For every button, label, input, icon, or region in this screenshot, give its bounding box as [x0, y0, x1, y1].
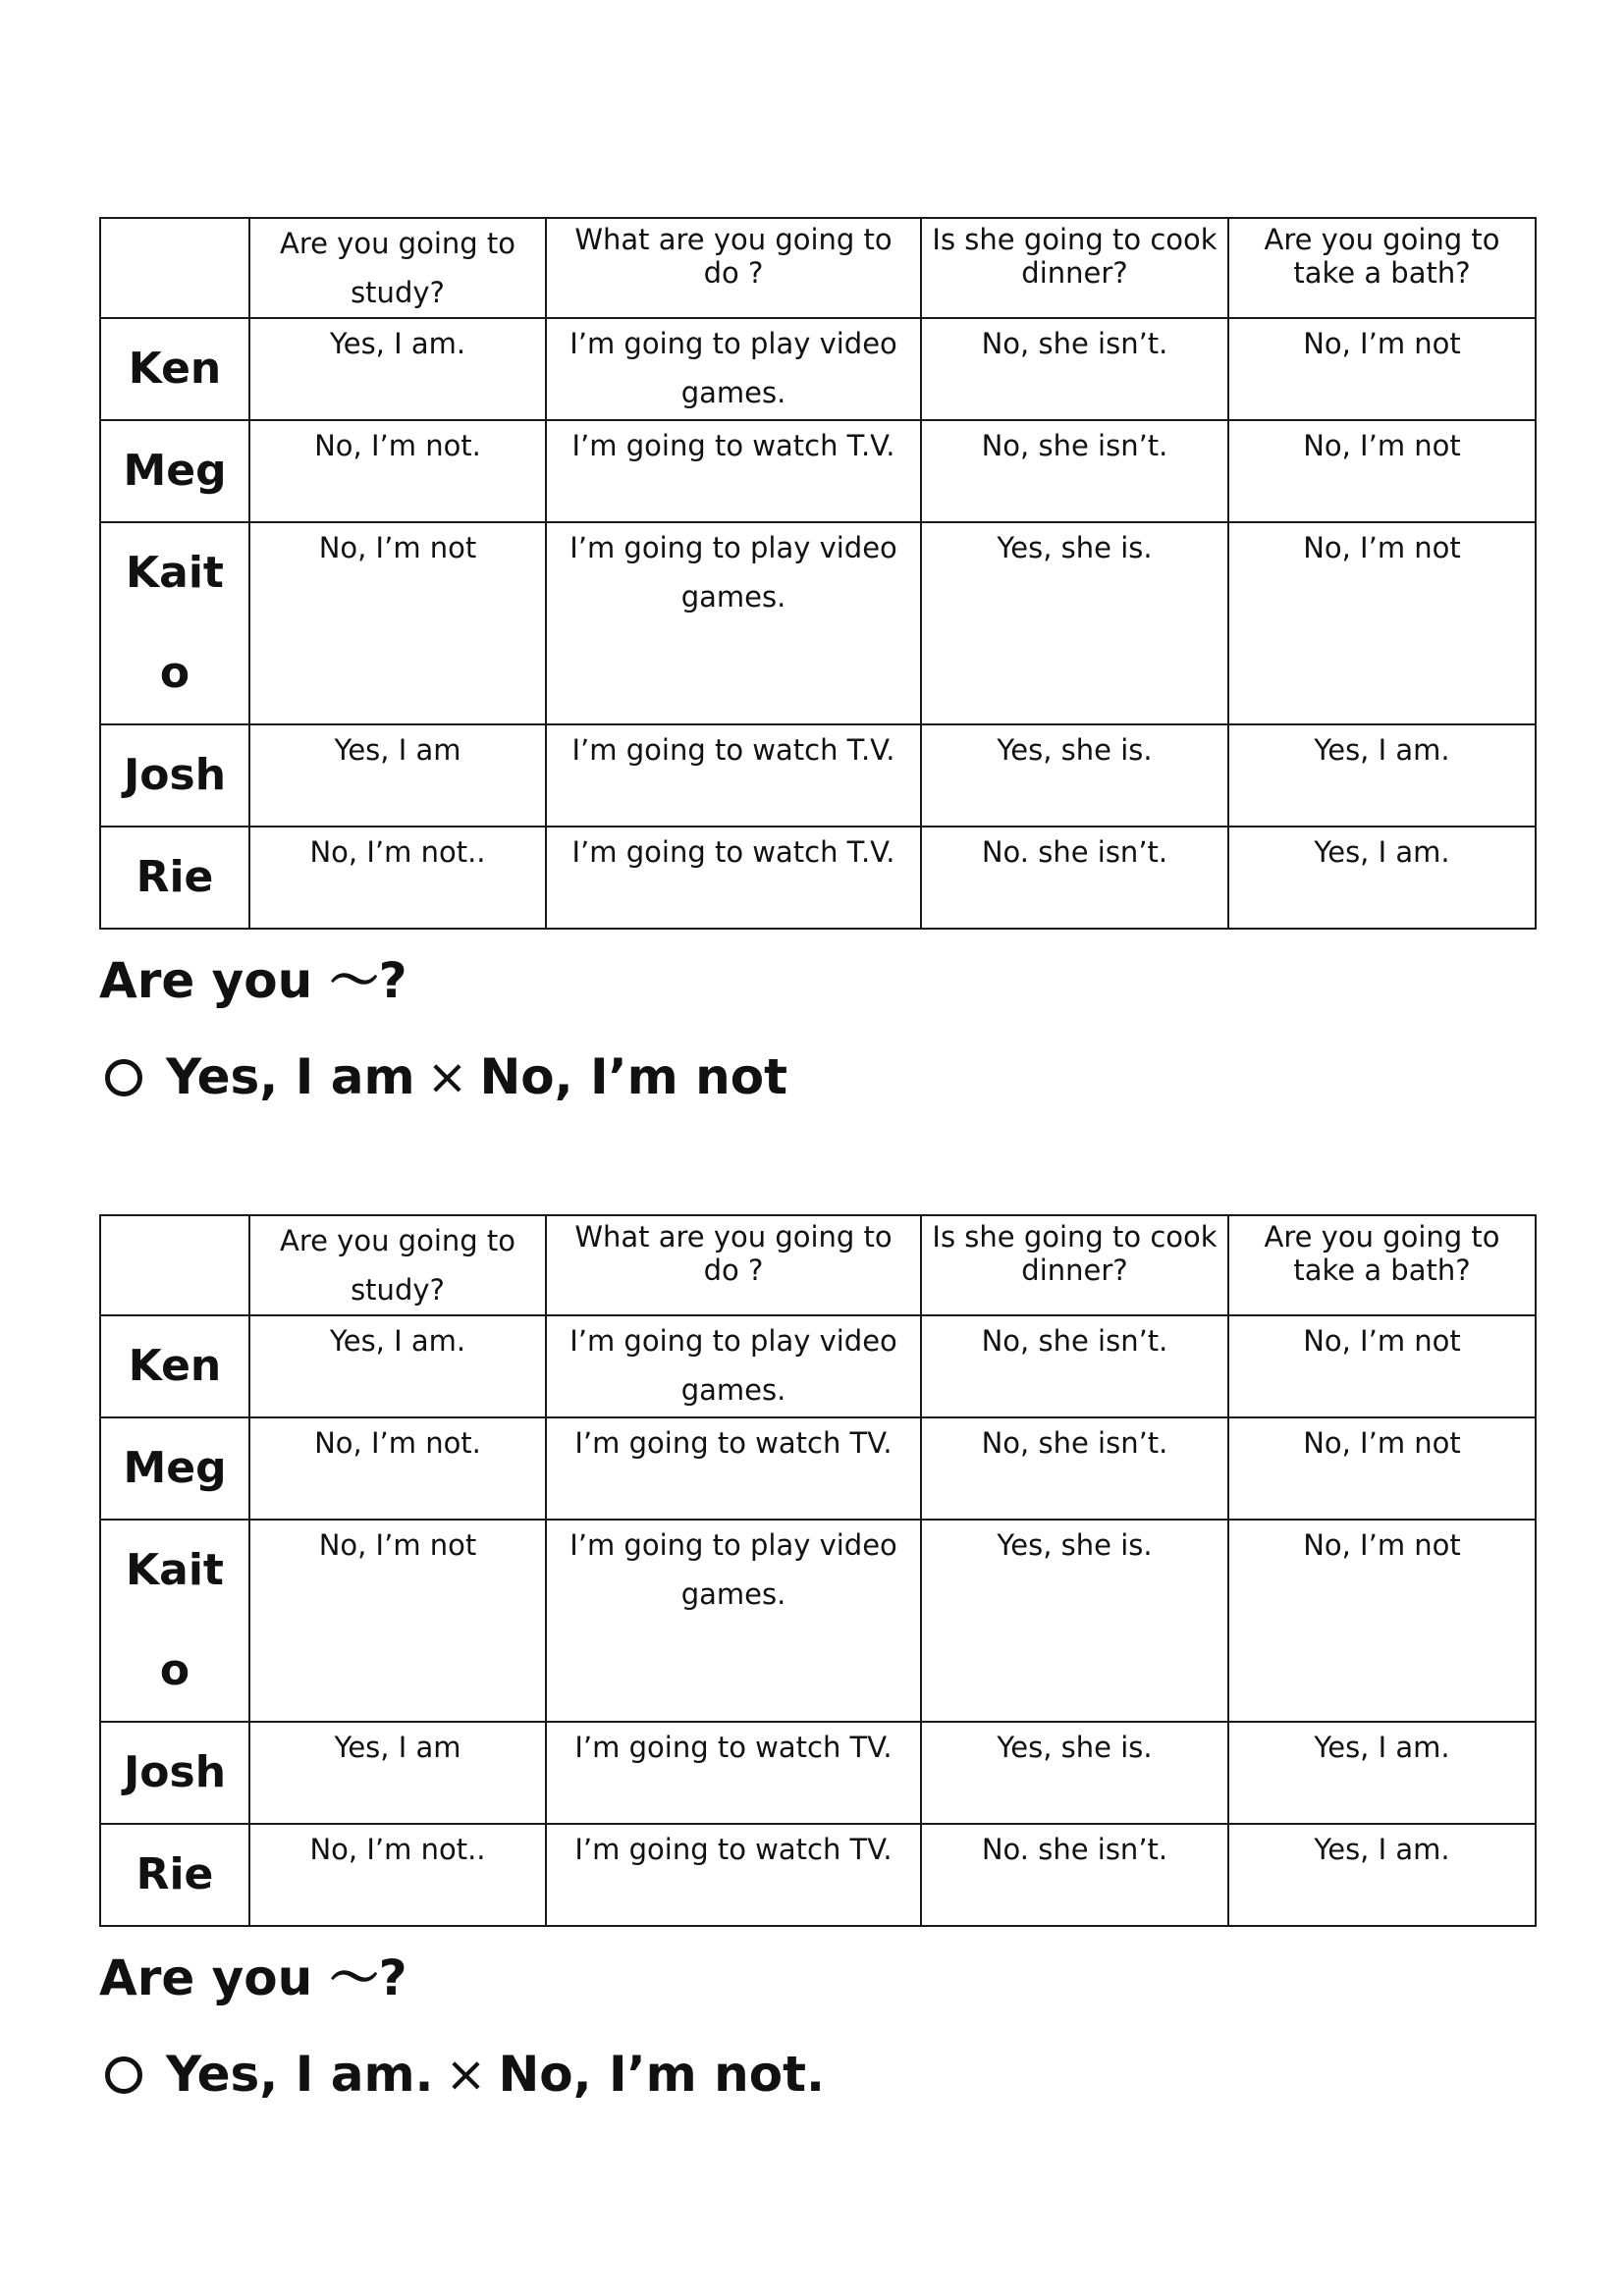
table-row	[100, 1824, 1536, 1926]
row-name: Josh	[100, 724, 249, 827]
header-row	[100, 1215, 1536, 1315]
header-cook-dinner: Is she going to cook dinner?	[921, 218, 1228, 318]
answer-cell: No, she isn’t.	[921, 420, 1228, 522]
answer-cell: Yes, I am.	[249, 1315, 546, 1417]
header-row	[100, 218, 1536, 318]
row-name: Ken	[100, 318, 249, 420]
answer-cell: I’m going to watch TV.	[546, 1824, 921, 1926]
table-row	[100, 318, 1536, 420]
answer-cell: I’m going to play video games.	[546, 318, 921, 420]
row-name: Kait o	[100, 522, 249, 724]
table-row	[100, 522, 1536, 724]
row-name: Rie	[100, 1824, 249, 1926]
answer-cell: I’m going to play video games.	[546, 522, 921, 724]
answer-cell: Yes, I am	[249, 1722, 546, 1824]
answer-cell: No, she isn’t.	[921, 318, 1228, 420]
answer-cell: Yes, she is.	[921, 1722, 1228, 1824]
row-name: Rie	[100, 827, 249, 929]
note-no: No, I’m not	[479, 1048, 788, 1105]
table-row	[100, 1315, 1536, 1417]
answer-cell: I’m going to play video games.	[546, 1520, 921, 1722]
table-row	[100, 827, 1536, 929]
note-question: Are you ～?	[99, 1949, 407, 2006]
header-take-bath: Are you going to take a bath?	[1228, 218, 1536, 318]
circle-icon	[105, 2056, 142, 2094]
row-name: Meg	[100, 1417, 249, 1520]
answer-cell: Yes, I am.	[1228, 827, 1536, 929]
note-answers	[99, 2045, 1535, 2104]
header-cell-empty	[100, 1215, 249, 1315]
answer-cell: No, I’m not..	[249, 827, 546, 929]
answer-cell: No. she isn’t.	[921, 827, 1228, 929]
answer-cell: No, she isn’t.	[921, 1417, 1228, 1520]
note-yes: Yes, I am	[166, 1048, 415, 1105]
answer-cell: I’m going to watch T.V.	[546, 420, 921, 522]
table-row	[100, 1417, 1536, 1520]
answer-cell: No, I’m not.	[249, 420, 546, 522]
answer-cell: Yes, I am.	[1228, 1722, 1536, 1824]
cross-icon: ×	[445, 2046, 487, 2103]
answer-cell: Yes, she is.	[921, 724, 1228, 827]
answer-cell: No, I’m not	[1228, 420, 1536, 522]
answer-cell: No. she isn’t.	[921, 1824, 1228, 1926]
note-yes: Yes, I am.	[166, 2046, 434, 2103]
answer-cell: Yes, I am	[249, 724, 546, 827]
answer-cell: No, I’m not	[249, 522, 546, 724]
table-row	[100, 420, 1536, 522]
answer-cell: Yes, I am.	[1228, 724, 1536, 827]
answer-cell: I’m going to watch TV.	[546, 1417, 921, 1520]
header-study: Are you going to study?	[249, 1215, 546, 1315]
answer-cell: No, I’m not.	[249, 1417, 546, 1520]
note-no: No, I’m not.	[498, 2046, 825, 2103]
header-cook-dinner: Is she going to cook dinner?	[921, 1215, 1228, 1315]
row-name: Ken	[100, 1315, 249, 1417]
answer-cell: Yes, she is.	[921, 1520, 1228, 1722]
circle-icon	[105, 1059, 142, 1096]
answer-cell: No, I’m not	[249, 1520, 546, 1722]
answer-table-1	[99, 217, 1537, 930]
answer-cell: Yes, I am.	[249, 318, 546, 420]
answer-cell: Yes, I am.	[1228, 1824, 1536, 1926]
answer-cell: I’m going to watch T.V.	[546, 724, 921, 827]
header-cell-empty	[100, 218, 249, 318]
answer-cell: I’m going to watch T.V.	[546, 827, 921, 929]
table-row	[100, 1520, 1536, 1722]
table-row	[100, 724, 1536, 827]
answer-cell: No, I’m not	[1228, 522, 1536, 724]
note-question: Are you ～?	[99, 952, 407, 1009]
header-study: Are you going to study?	[249, 218, 546, 318]
row-name: Kait o	[100, 1520, 249, 1722]
header-take-bath: Are you going to take a bath?	[1228, 1215, 1536, 1315]
table-row	[100, 1722, 1536, 1824]
answer-cell: No, she isn’t.	[921, 1315, 1228, 1417]
answer-cell: No, I’m not	[1228, 318, 1536, 420]
worksheet-block-1	[99, 217, 1535, 1106]
row-name: Meg	[100, 420, 249, 522]
answer-cell: No, I’m not	[1228, 1417, 1536, 1520]
answer-cell: No, I’m not..	[249, 1824, 546, 1926]
answer-cell: Yes, she is.	[921, 522, 1228, 724]
answer-cell: No, I’m not	[1228, 1315, 1536, 1417]
answer-cell: No, I’m not	[1228, 1520, 1536, 1722]
header-what-do: What are you going to do ?	[546, 1215, 921, 1315]
header-what-do: What are you going to do ?	[546, 218, 921, 318]
cross-icon: ×	[426, 1048, 468, 1105]
answer-cell: I’m going to watch TV.	[546, 1722, 921, 1824]
answer-cell: I’m going to play video games.	[546, 1315, 921, 1417]
note-answers	[99, 1047, 1535, 1106]
answer-table-2	[99, 1214, 1537, 1927]
worksheet-block-2	[99, 1214, 1535, 2104]
row-name: Josh	[100, 1722, 249, 1824]
